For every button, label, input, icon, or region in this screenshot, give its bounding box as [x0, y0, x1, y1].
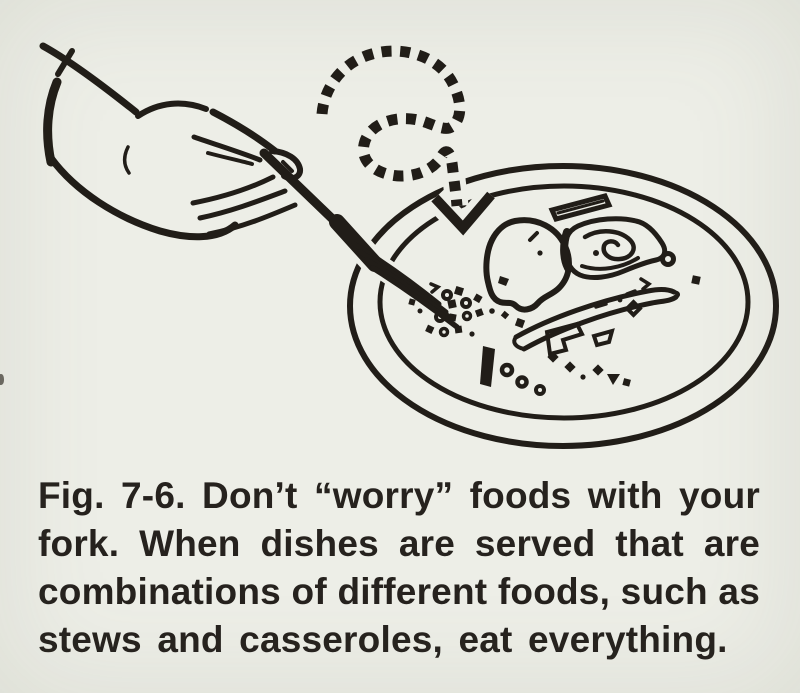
potato-piece [486, 220, 569, 309]
hand-in-sleeve [43, 46, 300, 237]
caption-line-2: fork. When dishes are served that are [38, 523, 760, 564]
meat-chop [564, 219, 665, 278]
dotted-curly-arrow [322, 51, 491, 228]
garnish-strip [552, 196, 609, 219]
caption-line-4: stews and casseroles, eat everything. [38, 619, 728, 660]
caption-line-3: combinations of different foods, such as [38, 571, 760, 612]
figure-caption [38, 472, 760, 664]
caption-line-1: Fig. 7-6. Don’t “worry” foods with your [38, 475, 760, 516]
